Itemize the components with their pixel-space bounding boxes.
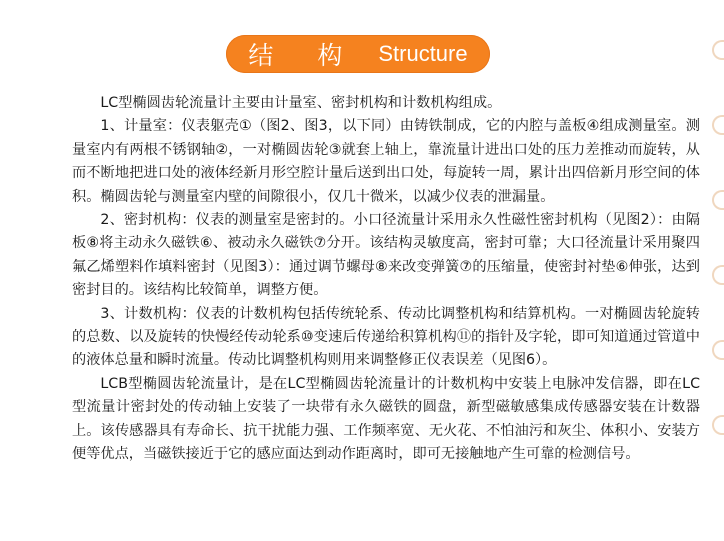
intro-paragraph: LC型椭圆齿轮流量计主要由计量室、密封机构和计数机构组成。 [100, 95, 502, 111]
section-title-english: Structure [378, 41, 468, 66]
page-edge-decoration [710, 40, 724, 540]
decorative-ring-icon [712, 340, 724, 360]
sealing-mechanism-paragraph: 2、密封机构：仪表的测量室是密封的。小口径流量计采用永久性磁性密封机构（见图2）：由隔板⑧将主动永久磁铁⑥、被动永久磁铁⑦分开。该结构灵敏度高，密封可靠；大口径流量计采用聚四氟乙烯塑料作填料密封（见图3）：通过调节螺母⑧来改变弹簧⑦的压缩量，使密封衬垫⑥伸张，达到密封目的。该结构比较简单，调整方便。 [72, 212, 700, 299]
section-title-banner [226, 35, 490, 73]
body-text [72, 92, 700, 467]
decorative-ring-icon [712, 265, 724, 285]
lcb-model-paragraph: LCB型椭圆齿轮流量计，是在LC型椭圆齿轮流量计的计数机构中安装上电脉冲发信器，即在LC型流量计密封处的传动轴上安装了一块带有永久磁铁的圆盘，新型磁敏感集成传感器安装在计数器上。该传感器具有寿命长、抗干扰能力强、工作频率宽、无火花、不怕油污和灰尘、体积小、安装方便等优点，当磁铁接近于它的感应面达到动作距离时，即可无接触地产生可靠的检测信号。 [72, 375, 700, 463]
decorative-ring-icon [712, 40, 724, 60]
decorative-ring-icon [712, 415, 724, 435]
measuring-chamber-paragraph: 1、计量室：仪表躯壳①（图2、图3，以下同）由铸铁制成，它的内腔与盖板④组成测量室。测量室内有两根不锈钢轴②，一对椭圆齿轮③就套上轴上，靠流量计进出口处的压力差推动而旋转，从而不断地把进口处的液体经新月形空腔计量后送到出口处，每旋转一周，累计出四倍新月形空间的体积。椭圆齿轮与测量室内壁的间隙很小，仅几十微米，以减少仪表的泄漏量。 [72, 118, 700, 205]
counting-mechanism-paragraph: 3、计数机构：仪表的计数机构包括传统轮系、传动比调整机构和结算机构。一对椭圆齿轮旋转的总数、以及旋转的快慢经传动轮系⑩变速后传递给积算机构⑪的指针及字轮，即可知道通过管道中的液体总量和瞬时流量。传动比调整机构则用来调整修正仪表误差（见图6）。 [72, 305, 700, 369]
decorative-ring-icon [712, 190, 724, 210]
section-title-chinese: 结 构 [248, 41, 361, 70]
decorative-ring-icon [712, 115, 724, 135]
